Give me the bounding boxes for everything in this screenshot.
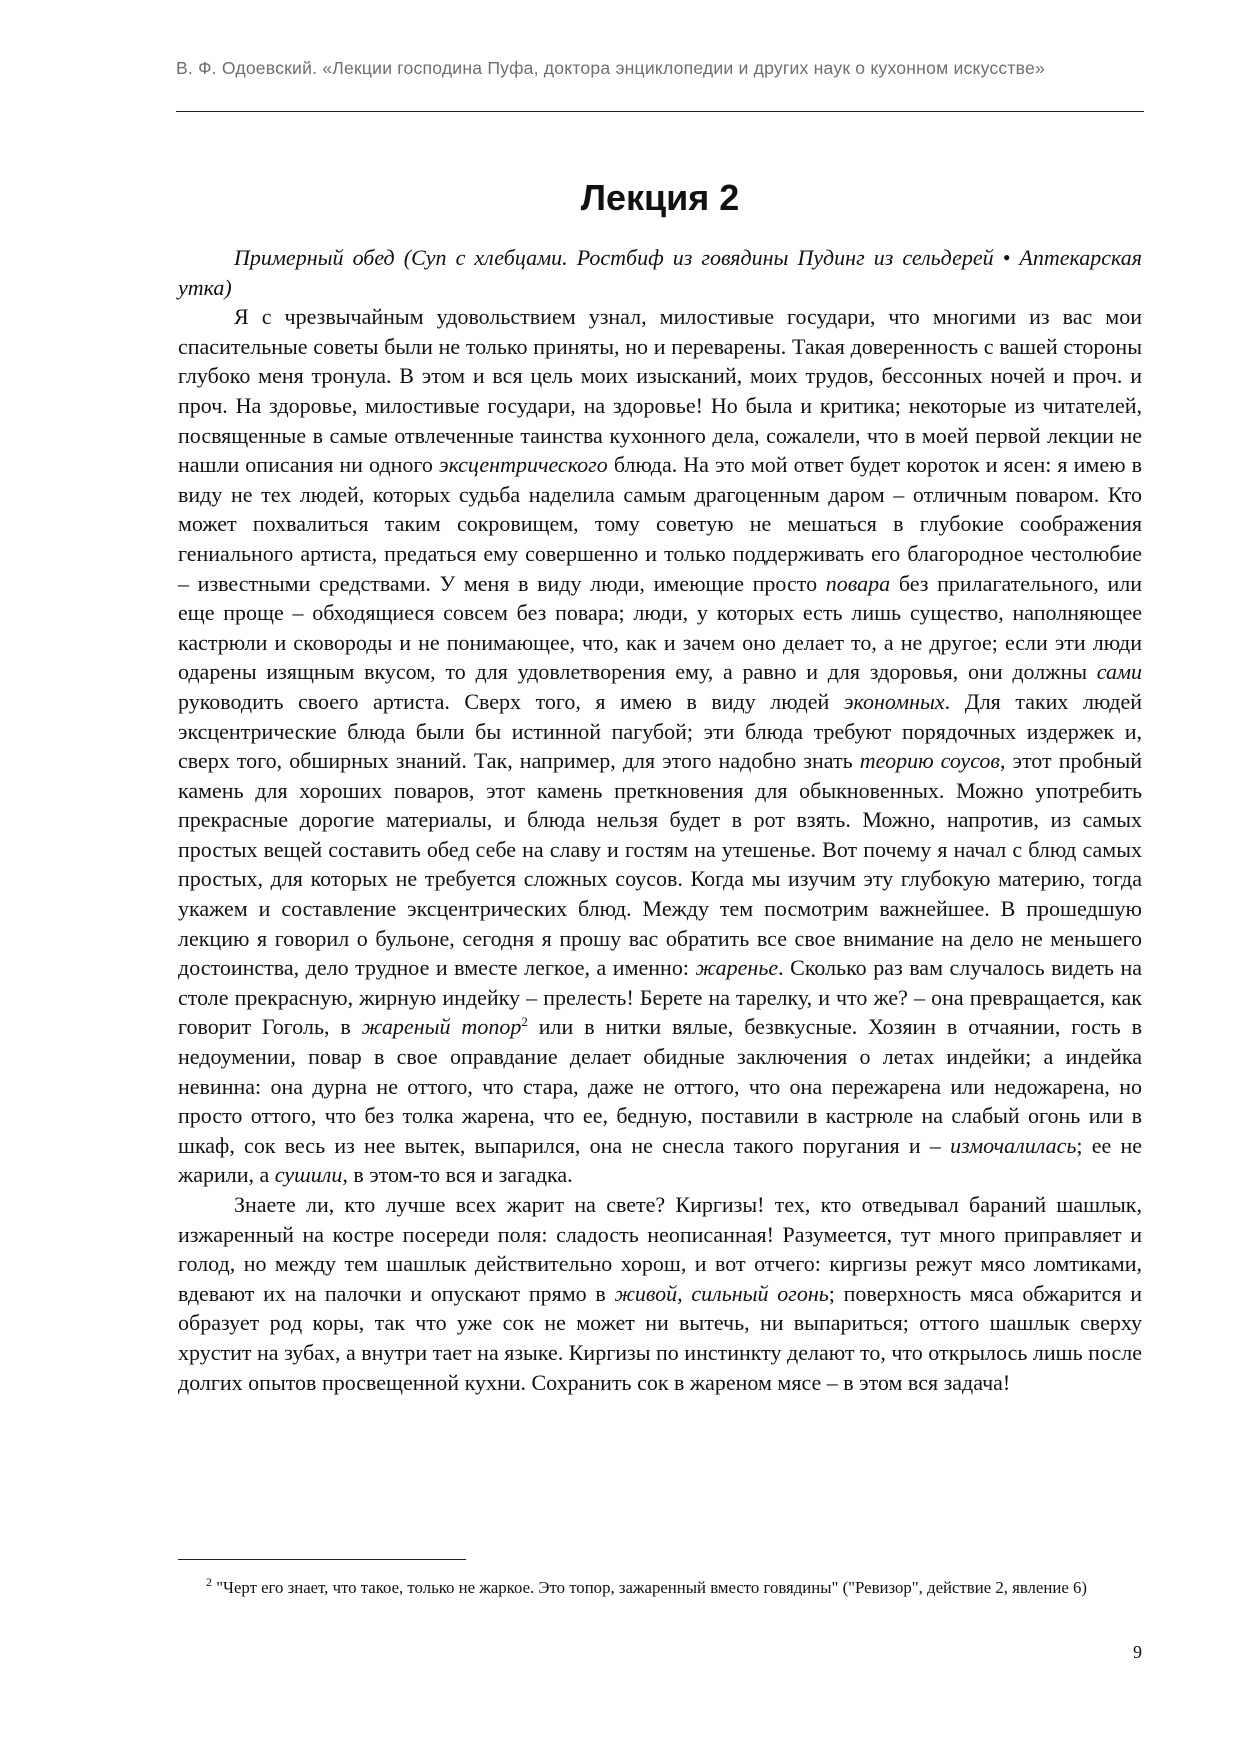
header-rule [176, 111, 1144, 112]
footnote-text: "Черт его знает, что такое, только не жаркое. Это топор, зажаренный вместо говядины" ("Ревизор", действие 2, явление 6) [212, 1578, 1087, 1597]
footnote-rule [178, 1559, 466, 1560]
italic-span: живой, сильный огонь [614, 1280, 829, 1306]
epigraph: Примерный обед (Суп с хлебцами. Ростбиф из говядины Пудинг из сельдерей • Аптекарская утка) [178, 245, 1142, 300]
lecture-title: Лекция 2 [580, 177, 740, 218]
text-span: Я с чрезвычайным удовольствием узнал, милостивые государи, что многими из вас мои спасительные советы были не только приняты, но и переварены. Такая доверенность с вашей стороны глубоко меня тронула. В этом и вся цель моих изысканий, моих трудов, бессонных ночей и проч. и проч. На здоровье, милостивые государи, на здоровье! Но была и критика; некоторые из читателей, посвященные в самые отвлеченные таинства кухонного дела, сожалели, что в моей первой лекции не нашли описания ни одного [178, 304, 1142, 478]
paragraph-2 [178, 1190, 1142, 1397]
italic-span: повара [825, 570, 891, 596]
footnote-reference[interactable]: 2 [521, 1014, 528, 1030]
footnote [178, 1576, 1142, 1600]
italic-span: эксцентрического [438, 452, 608, 478]
text-span: . Для таких людей эксцентрические блюда были бы истинной пагубой; эти блюда требуют порядочных издержек и, сверх того, обширных знаний. Так, например, для этого надобно знать [178, 688, 1142, 774]
text-span: . Сколько раз вам случалось видеть на столе прекрасную, жирную индейку – прелесть! Берете на тарелку, и что же? – она превращается, как говорит Гоголь, в [178, 955, 1142, 1040]
italic-span: измочалилась [950, 1132, 1077, 1158]
italic-span: жаренье [695, 955, 779, 981]
italic-span: сами [1096, 659, 1142, 685]
text-span: ; поверхность мяса обжарится и образует род коры, так что уже сок не может ни вытечь, ни выпариться; оттого шашлык сверху хрустит на зубах, а внутри тает на языке. Киргизы по инстинкту делают то, что открылось лишь после долгих опытов просвещенной кухни. Сохранить сок в жареном мясе – в этом вся задача! [178, 1280, 1142, 1395]
italic-span: теорию соусов [859, 748, 1000, 774]
text-span: руководить своего артиста. Сверх того, я имею в виду людей [178, 688, 844, 714]
text-span: блюда. На это мой ответ будет короток и ясен: я имею в виду не тех людей, которых судьба наделила самым драгоценным даром – отличным поваром. Кто может похвалиться таким сокровищем, тому советую не мешаться в глубокие соображения гениального артиста, предаться ему совершенно и только поддерживать его благородное честолюбие – известными средствами. У меня в виду люди, имеющие просто [178, 452, 1142, 596]
text-span: , в этом-то вся и загадка. [342, 1162, 573, 1188]
italic-span: экономных [843, 688, 945, 714]
paragraph-1 [178, 302, 1142, 1190]
page-number: 9 [1133, 1642, 1142, 1662]
running-header: В. Ф. Одоевский. «Лекции господина Пуфа, доктора энциклопедии и других наук о кухонном искусстве» [176, 58, 1045, 78]
text-span: или в нитки вялые, безвкусные. Хозяин в отчаянии, гость в недоумении, повар в свое оправдание делает обидные заключения о летах индейки; а индейка невинна: она дурна не оттого, что стара, даже не оттого, что она пережарена или недожарена, но просто оттого, что без толка жарена, что ее, бедную, поставили в кастрюле на слабый огонь или в шкаф, сок весь из нее вытек, выпарился, она не снесла такого поругания и – [178, 1014, 1142, 1158]
italic-span: жареный топор [361, 1014, 522, 1040]
italic-span: сушили [274, 1162, 343, 1188]
body-text [178, 243, 1142, 1397]
text-span: без прилагательного, или еще проще – обходящиеся совсем без повара; люди, у которых есть лишь существо, наполняющее кастрюли и сковороды и не понимающее, что, как и зачем оно делает то, а не другое; если эти люди одарены изящным вкусом, то для удовлетворения ему, а равно и для здоровья, они должны [178, 570, 1142, 685]
text-span: , этот пробный камень для хороших поваров, этот камень преткновения для обыкновенных. Можно употребить прекрасные дорогие материалы, и блюда нельзя будет в рот взять. Можно, напротив, из самых простых вещей составить обед себе на славу и гостям на утешенье. Вот почему я начал с блюд самых простых, для которых не требуется сложных соусов. Когда мы изучим эту глубокую материю, тогда укажем и составление эксцентрических блюд. Между тем посмотрим важнейшее. В прошедшую лекцию я говорил о бульоне, сегодня я прошу вас обратить все свое внимание на дело не меньшего достоинства, дело трудное и вместе легкое, а именно: [178, 748, 1143, 981]
text-span: ; ее не жарили, а [178, 1132, 1142, 1188]
footnote-mark: 2 [206, 1575, 212, 1589]
text-span: Знаете ли, кто лучше всех жарит на свете? Киргизы! тех, кто отведывал бараний шашлык, изжаренный на костре посереди поля: сладость неописанная! Разумеется, тут много приправляет и голод, но между тем шашлык действительно хорош, и вот отчего: киргизы режут мясо ломтиками, вдевают их на палочки и опускают прямо в [178, 1192, 1142, 1306]
